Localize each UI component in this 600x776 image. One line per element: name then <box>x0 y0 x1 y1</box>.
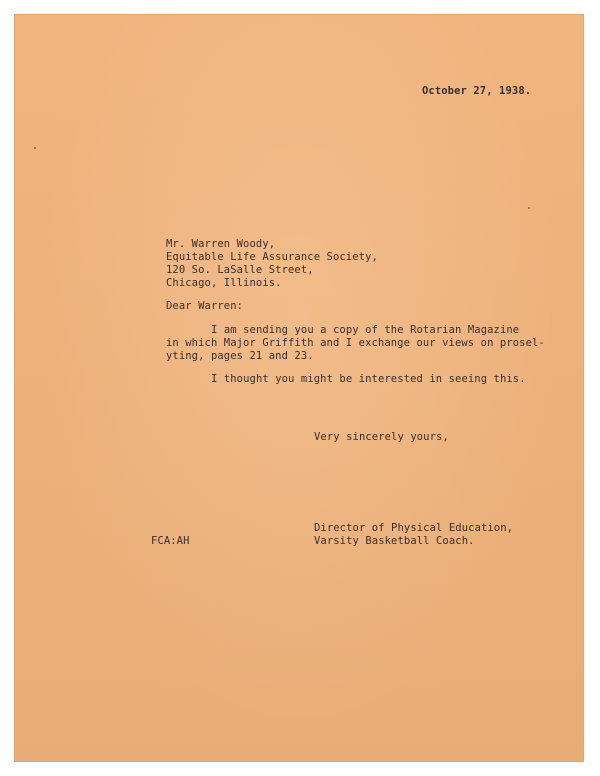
body-paragraph-2-line-1: I thought you might be interested in seeing this. <box>211 373 526 385</box>
body-paragraph-1-line-3: yting, pages 21 and 23. <box>166 350 314 362</box>
signature-title-line-2: Varsity Basketball Coach. <box>314 535 475 547</box>
letter-page <box>14 14 584 762</box>
salutation: Dear Warren: <box>166 300 244 312</box>
paper-speck <box>528 207 530 209</box>
signature-title-line-1: Director of Physical Education, <box>314 522 514 534</box>
body-paragraph-1-line-2: in which Major Griffith and I exchange our views on prosel- <box>166 337 545 349</box>
paper-speck <box>34 147 36 149</box>
body-paragraph-1-line-1: I am sending you a copy of the Rotarian Magazine <box>211 324 520 336</box>
typist-initials: FCA:AH <box>151 535 190 547</box>
recipient-city: Chicago, Illinois. <box>166 277 282 289</box>
recipient-street: 120 So. LaSalle Street, <box>166 264 314 276</box>
closing: Very sincerely yours, <box>314 431 449 443</box>
recipient-name: Mr. Warren Woody, <box>166 238 276 250</box>
letter-date: October 27, 1938. <box>422 85 532 97</box>
recipient-company: Equitable Life Assurance Society, <box>166 251 378 263</box>
